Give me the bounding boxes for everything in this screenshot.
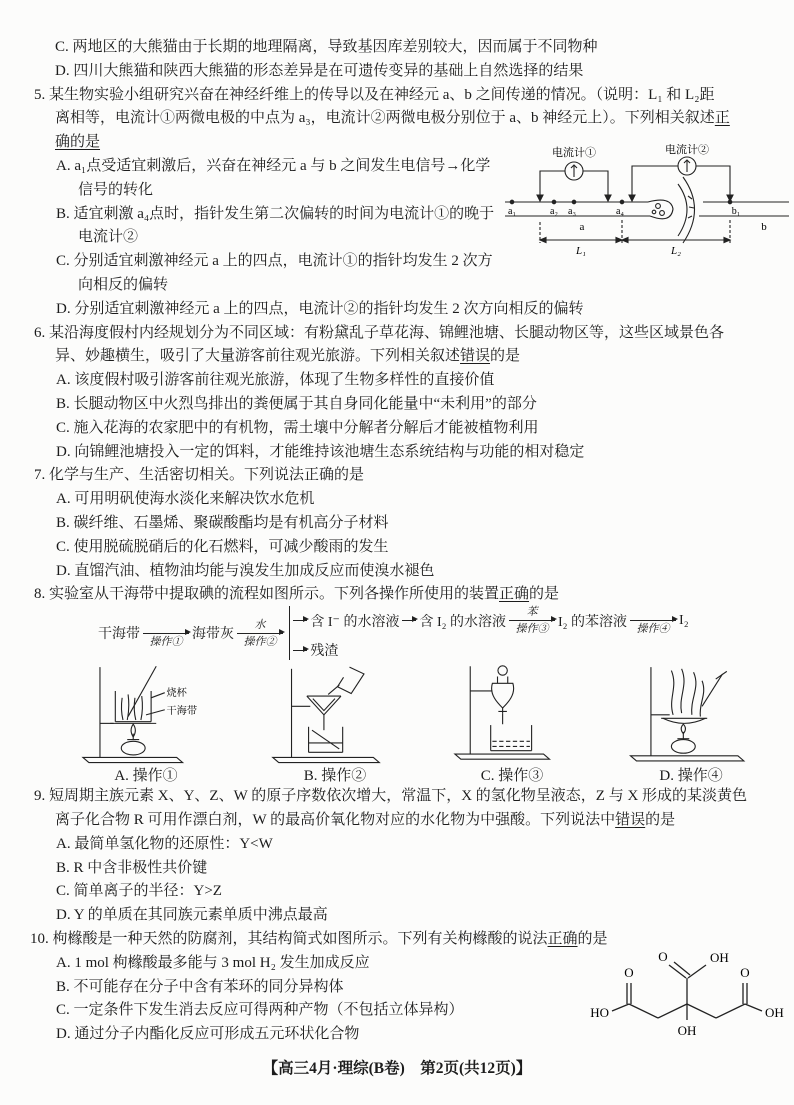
q5-option-c-line2: 向相反的偏转: [78, 276, 169, 293]
point-a1-label: a₁: [508, 206, 516, 217]
hydroxyl-ho-left: HO: [590, 1005, 609, 1020]
q8-stem-underline: 正确: [499, 586, 530, 603]
q10-option-b: B. 不可能存在分子中含有苯环的同分异构体: [56, 978, 344, 995]
q5-option-a-line2: 信号的转化: [78, 181, 154, 198]
neuron-b-label: b: [761, 221, 767, 233]
flow-arrow-op2-label: 操作②: [243, 635, 277, 648]
arrow-shaft: [630, 620, 676, 621]
q6-stem-line2: [34, 345, 790, 369]
q6-option-a: A. 该度假村吸引游客前往观光旅游，体现了生物多样性的直接价值: [56, 372, 495, 389]
prev-option-d: D. 四川大熊猫和陕西大熊猫的形态差异是在可遗传变异的基础上自然选择的结果: [55, 62, 584, 79]
q6-option-b: B. 长腿动物区中火烈鸟排出的粪便属于其自身同化能量中“未利用”的部分: [56, 395, 537, 412]
exam-content: [30, 36, 790, 1047]
flow-node-i2: I₂: [679, 612, 689, 628]
point-a2-label: a₂: [550, 206, 558, 217]
apparatus-d-drawing: [613, 662, 769, 766]
q6-stem-line1: 6. 某沿海度假村内经规划分为不同区域：有粉黛乱子草花海、锦鲤池塘、长腿动物区等，这些区域景色各: [34, 324, 725, 341]
apparatus-b: [238, 659, 432, 785]
q9-option-c: C. 简单离子的半径：Y>Z: [56, 883, 222, 900]
galvanometer-1-label: 电流计①: [552, 147, 596, 159]
q8-stem-text: 8. 实验室从干海带中提取碘的流程如图所示。下列各操作所使用的装置: [34, 586, 500, 603]
q10-stem-underline: 正确: [547, 930, 578, 947]
prev-option-c: C. 两地区的大熊猫由于长期的地理隔离，导致基因库差别较大，因而属于不同物种: [55, 39, 598, 55]
q5-option-a-line1: A. a₁点受适宜刺激后，兴奋在神经元 a 与 b 之间发生电信号→化学: [56, 157, 491, 174]
carbonyl-o-right: O: [740, 965, 750, 980]
q5-stem-line1: 5. 某生物实验小组研究兴奋在神经纤维上的传导以及在神经元 a、b 之间传递的情况。（说明：L₁ 和 L₂距: [34, 86, 715, 103]
flow-arrow-op3-label: 操作③: [515, 623, 549, 636]
apparatus-a-drawing: [60, 662, 232, 766]
flow-arrow-op1: [143, 619, 189, 648]
q9-stem-line1: 9. 短周期主族元素 X、Y、Z、W 的原子序数依次增大，常温下，X 的氢化物呈液态，Z 与 X 形成的某淡黄色: [34, 788, 748, 805]
flow-branch: [289, 606, 689, 660]
q6-option-c: C. 施入花海的农家肥中的有机物，需土壤中分解者分解后才能被植物利用: [56, 419, 539, 436]
q9-stem-line2: [34, 809, 790, 833]
small-arrow: [402, 620, 416, 621]
q7-option-a: A. 可用明矾使海水淡化来解决饮水危机: [56, 491, 315, 508]
flow-arrow-op1-label: 操作①: [149, 635, 183, 648]
q9-stem-line2-end: 的是: [645, 811, 676, 828]
q6-option-d: D. 向锦鲤池塘投入一定的饵料，才能维持该池塘生态系统结构与功能的相对稳定: [56, 443, 585, 460]
apparatus-b-label: B. 操作②: [303, 768, 367, 785]
q7-option-d: D. 直馏汽油、植物油均能与溴发生加成反应而使溴水褪色: [56, 562, 435, 579]
small-arrow: [293, 620, 307, 621]
q6-stem-line2-end: 的是: [490, 348, 521, 365]
q8-stem-end: 的是: [529, 586, 560, 603]
apparatus-d: [592, 659, 790, 785]
distance-l2-label: L₂: [671, 245, 681, 257]
flow-branch-bottom: [290, 640, 688, 660]
flow-node-i2aq: 含 I₂ 的水溶液: [419, 614, 506, 630]
q10-option-d: D. 通过分子内酯化反应可形成五元环状化合物: [56, 1026, 360, 1043]
q9-option-d: D. Y 的单质在其同族元素单质中沸点最高: [56, 907, 328, 924]
q10-stem-text: 10. 枸橼酸是一种天然的防腐剂，其结构简式如图所示。下列有关枸橼酸的说法: [30, 930, 548, 947]
flow-arrow-op4-label: 操作④: [636, 623, 670, 636]
point-a3-label: a₃: [568, 206, 576, 217]
apparatus-row: [34, 659, 790, 785]
q7-option-b: B. 碳纤维、石墨烯、聚碳酸酯均是有机高分子材料: [56, 514, 389, 531]
q10-stem-end: 的是: [577, 930, 608, 947]
flow-node-residue: 残渣: [310, 644, 339, 660]
apparatus-d-label: D. 操作④: [659, 768, 723, 785]
q7-option-c: C. 使用脱硫脱硝后的化石燃料，可减少酸雨的发生: [56, 538, 389, 555]
distance-l1-label: L₁: [576, 245, 586, 257]
q9-option-b: B. R 中含非极性共价键: [56, 859, 208, 876]
iodine-extraction-flowchart: [34, 607, 790, 659]
flow-arrow-op3: [509, 606, 555, 635]
page-footer: 【高三4月·理综(B卷) 第2页(共12页)】: [262, 1060, 532, 1077]
carbonyl-o-top: O: [658, 949, 668, 964]
flow-branch-top: [290, 606, 688, 635]
neuron-circuit-diagram: [502, 144, 792, 258]
flow-arrow-op4: [630, 606, 676, 635]
q6-stem-line2-text: 异、妙趣横生，吸引了大量游客前往观光旅游。下列相关叙述: [55, 348, 461, 365]
q5-stem-line2: [34, 107, 790, 131]
flow-arrow-op2: [237, 619, 283, 648]
q10-option-a: A. 1 mol 枸橼酸最多能与 3 mol H₂ 发生加成反应: [56, 954, 370, 971]
apparatus-a-label: A. 操作①: [114, 768, 178, 785]
small-arrow: [293, 650, 307, 651]
q9-stem-underline: 错误: [615, 811, 646, 828]
q8-stem: [34, 583, 790, 607]
apparatus-c: [432, 659, 592, 785]
arrow-shaft: [143, 633, 189, 634]
arrow-shaft: [237, 633, 283, 634]
citric-acid-figure: [584, 946, 794, 1055]
neuron-a-label: a: [579, 221, 585, 233]
apparatus-c-drawing: [443, 662, 581, 766]
arrow-shaft: [509, 620, 555, 621]
q5-option-c-line1: C. 分别适宜刺激神经元 a 上的四点，电流计①的指针均发生 2 次方: [56, 253, 493, 270]
flow-node-i2benzene: I₂ 的苯溶液: [558, 614, 628, 630]
point-a4-label: a₄: [616, 206, 624, 217]
flow-arrow-water-label: 水: [254, 618, 266, 631]
q5-option-b-line1: B. 适宜刺激 a₄点时，指针发生第二次偏转的时间为电流计①的晚于: [56, 205, 495, 222]
flow-node-kelp: 干海带: [98, 627, 140, 643]
q7-stem: 7. 化学与生产、生活密切相关。下列说法正确的是: [34, 467, 365, 484]
q10-option-c: C. 一定条件下发生消去反应可得两种产物（不包括立体异构）: [56, 1002, 464, 1019]
kelp-label: 干海带: [166, 706, 198, 718]
citric-acid-structure: [584, 946, 794, 1050]
hydroxyl-oh-top: OH: [710, 950, 729, 965]
q6-stem-underline: 错误: [460, 348, 491, 365]
flow-node-iodide: 含 I⁻ 的水溶液: [310, 614, 400, 630]
q5-stem-line3-underline: 确的是: [55, 134, 101, 151]
apparatus-a: [54, 659, 238, 785]
galvanometer-2-label: 电流计②: [665, 144, 709, 156]
apparatus-b-drawing: [260, 662, 410, 766]
hydroxyl-oh-right: OH: [765, 1005, 784, 1020]
beaker-label: 烧杯: [166, 688, 187, 700]
flow-node-ash: 海带灰: [192, 627, 234, 643]
q9-option-a: A. 最简单氢化物的还原性：Y<W: [56, 835, 273, 852]
neuron-circuit-figure: [502, 144, 792, 263]
carbonyl-o-left: O: [624, 965, 634, 980]
q9-stem-line2-text: 离子化合物 R 可用作漂白剂，W 的最高价氧化物对应的水化物为中强酸。下列说法中: [55, 811, 616, 828]
hydroxyl-oh-center: OH: [677, 1023, 697, 1038]
point-b1-label: b₁: [731, 206, 741, 217]
q5-option-b-line2: 电流计②: [78, 229, 139, 246]
q5-stem-line2-text: 离相等，电流计①两微电极的中点为 a₃，电流计②两微电极分别位于 a、b 神经元上）。下列相关叙述: [55, 110, 715, 127]
q5-stem-underline: 正: [714, 110, 730, 127]
flow-arrow-benzene-label: 苯: [526, 606, 538, 619]
q5-option-d: D. 分别适宜刺激神经元 a 上的四点，电流计②的指针均发生 2 次方向相反的偏转: [56, 300, 584, 317]
apparatus-c-label: C. 操作③: [480, 768, 544, 785]
